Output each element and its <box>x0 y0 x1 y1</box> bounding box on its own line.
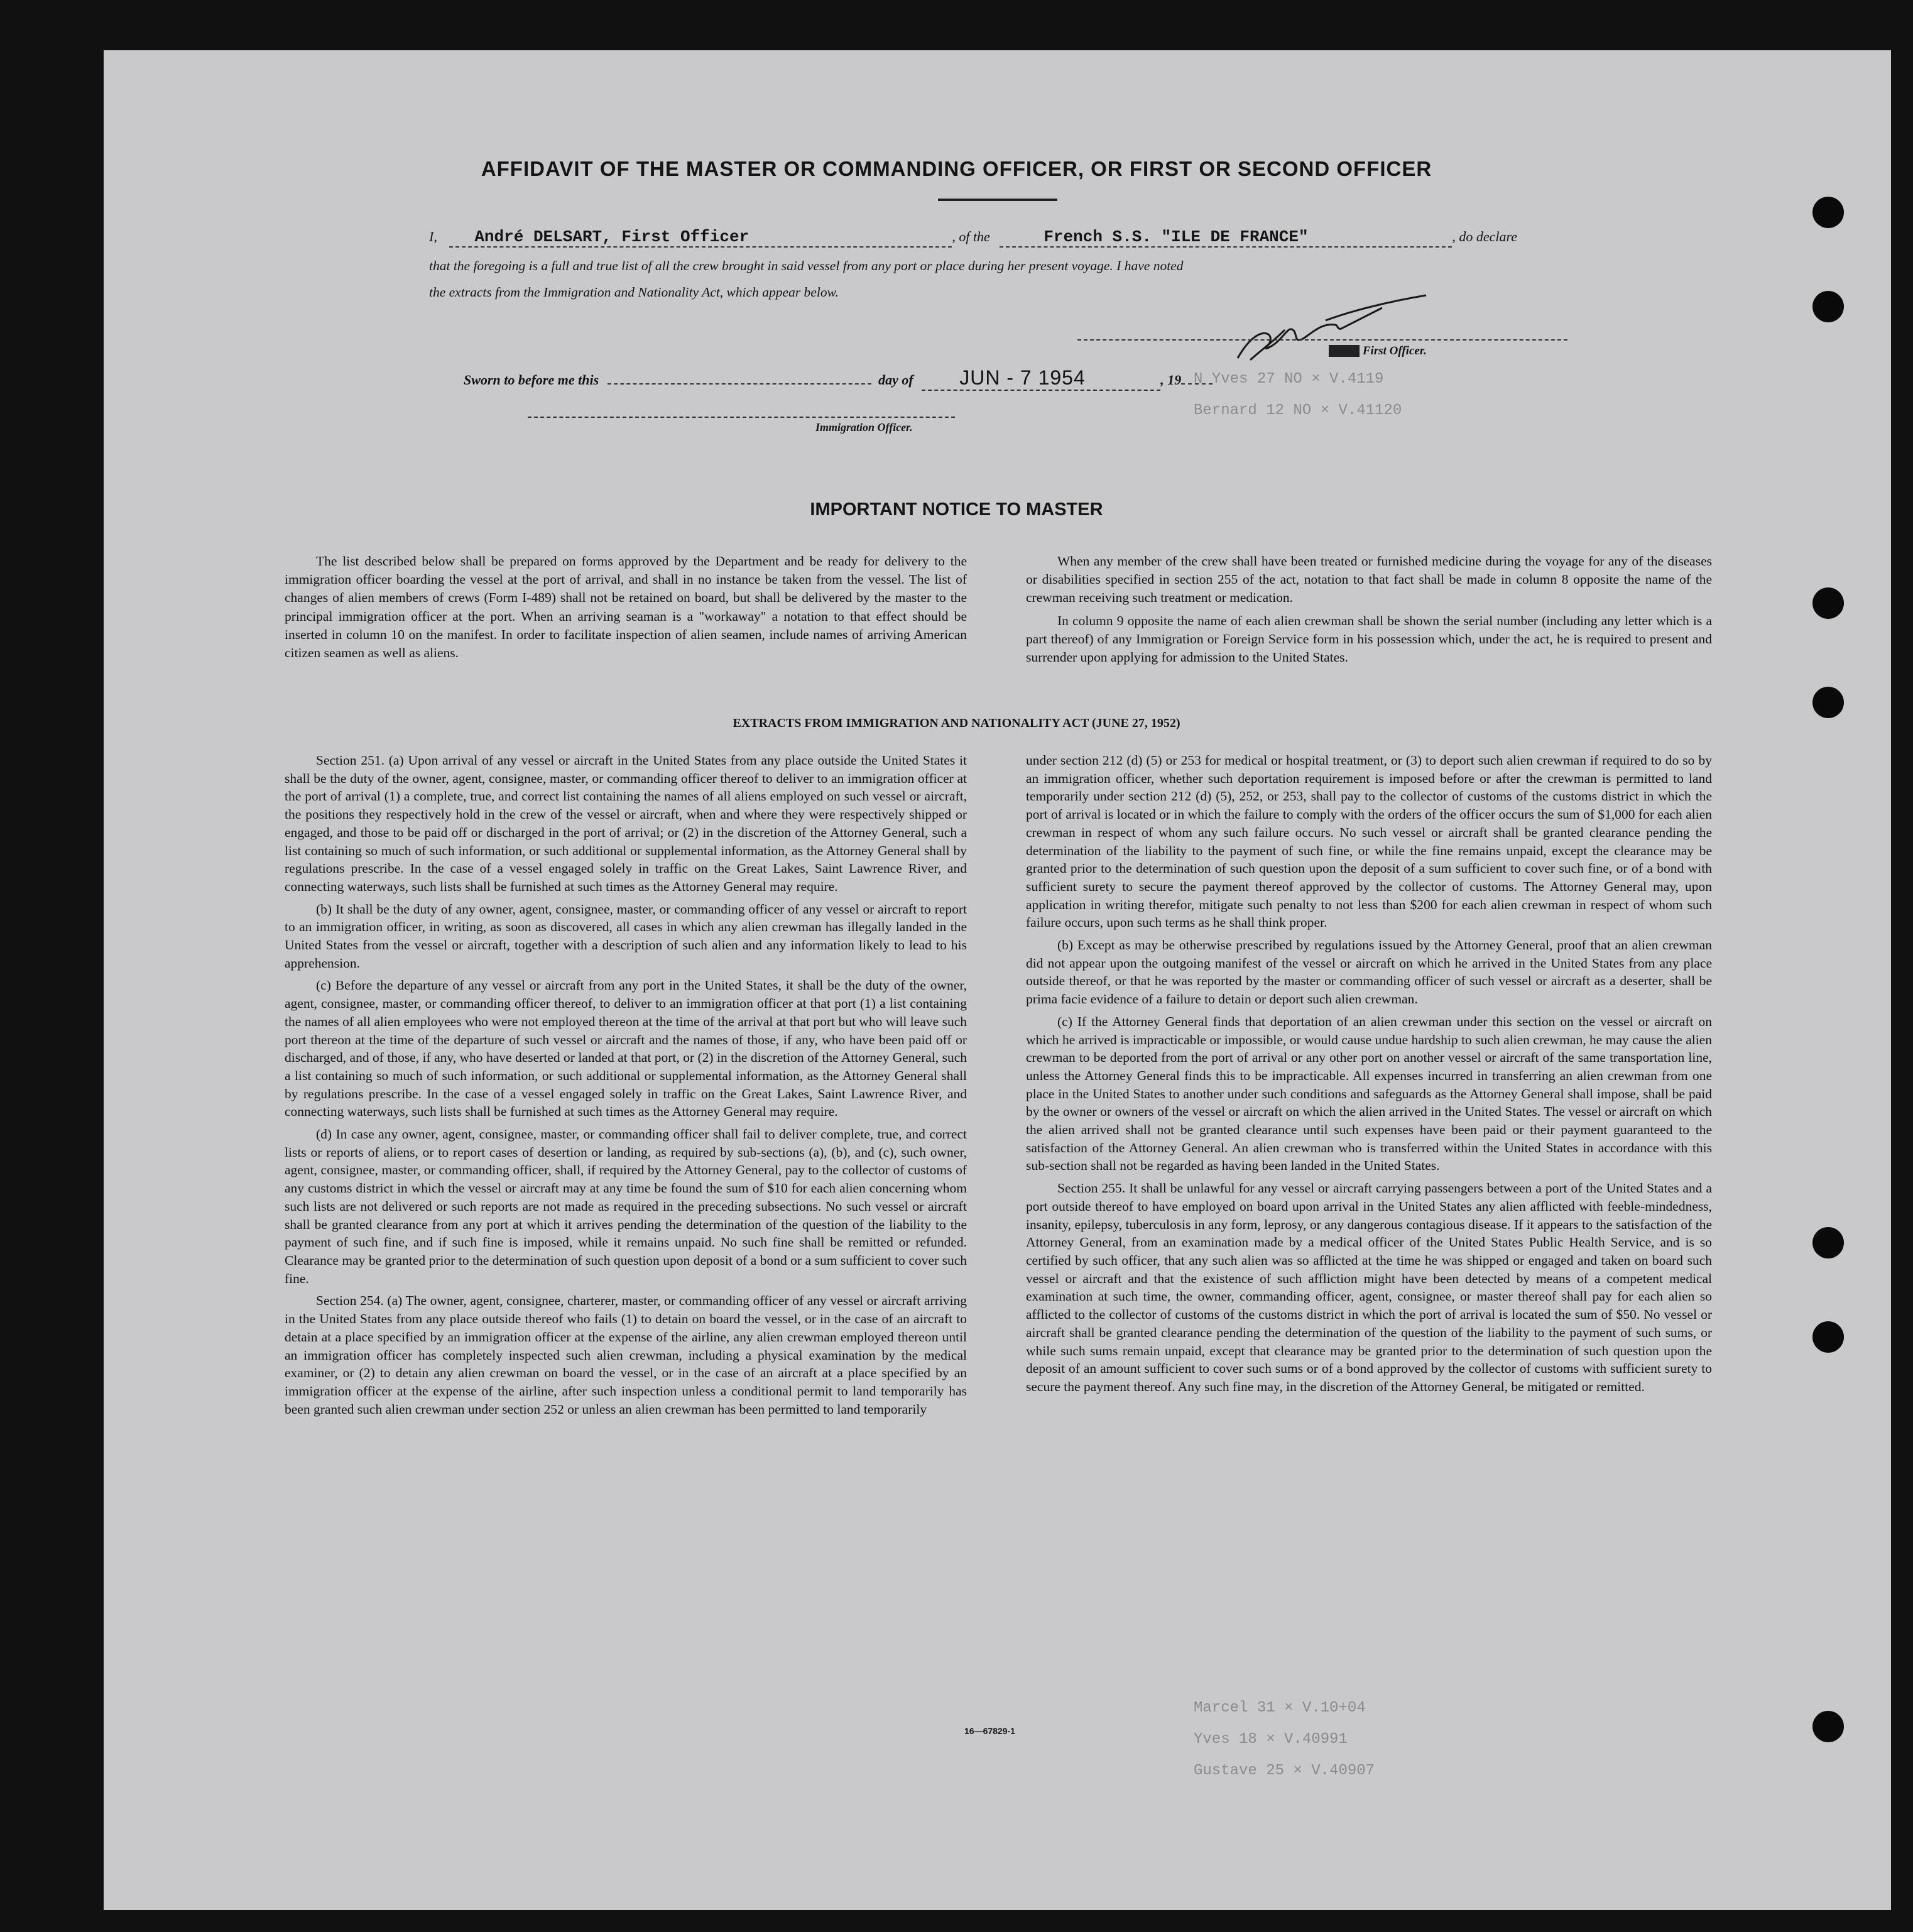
signature-caption-text: First Officer. <box>1362 344 1427 357</box>
sworn-line <box>464 366 1213 391</box>
section-251c: (c) Before the departure of any vessel or aircraft from any port in the United States, it shall be the duty of the owner, agent, consignee, master, or commanding officer thereof, to deliver to an immigration officer at that port (1) a list containing the names of all alien employees who were not employed thereon at the time of the arrival at that port but who will leave such port thereon at the time of the departure of such vessel or aircraft and the names of those, if any, who have been paid off or discharged, and of those, if any, who have deserted or landed at that port, or (2) in the discretion of the Attorney General, such a list containing so much of such information, or such additional or supplemental information, as the Attorney General shall by regulations prescribe. In the case of a vessel engaged solely in traffic on the Great Lakes, Saint Lawrence River, and connecting waterways, such lists shall be furnished at such times as the Attorney General may require. <box>285 978 967 1120</box>
of-the-label: , of the <box>952 229 990 244</box>
title-rule <box>938 199 1057 201</box>
section-251d: (d) In case any owner, agent, consignee, master, or commanding officer shall fail to deliver complete, true, and correct lists or reports of aliens, or to report cases of desertion or landing, as required by sub-sections (a), (b), and (c), such owner, agent, consignee, master, or commanding officer, shall, if required by the Attorney General, pay to the collector of customs of any customs district in which the vessel or aircraft may at any time be found the sum of $10 for each alien concerning whom such lists are not delivered or such reports are not made as required in the preceding subsections. No such vessel or aircraft shall be granted clearance from any port at which it arrives pending the determination of the question of the liability to the payment of such fine, and if such fine is imposed, while it remains unpaid. No such fine shall be remitted or refunded. Clearance may be granted prior to the determination of such question upon deposit of a bond or a sum sufficient to cover such fine. <box>285 1127 967 1286</box>
form-number: 16—67829-1 <box>964 1726 1015 1736</box>
punch-hole <box>1812 291 1844 322</box>
declaration-prefix: I, <box>429 229 437 244</box>
signature-caption: Master First Officer. <box>1329 344 1427 357</box>
punch-hole <box>1812 1711 1844 1742</box>
notice-left-column <box>285 552 967 667</box>
extracts-right-column <box>1026 751 1712 1400</box>
punch-hole <box>1812 197 1844 228</box>
section-254c: (c) If the Attorney General finds that deportation of an alien crewman under this section on the vessel or aircraft on which he arrived is impracticable or impossible, or would cause undue hardship to such alien crewman, he may cause the alien crewman to be deported from the port of arrival or any other port on another vessel or aircraft of the same transportation line, unless the Attorney General finds this to be impracticable. All expenses incurred in transferring an alien crewman from one place in the United States to another under such conditions and safeguards as the Attorney General shall impose, shall be paid by the owner or owners of the vessel or aircraft on which the alien arrived in the United States. The vessel or aircraft on which the alien arrived shall not be granted clearance until such expenses have been paid or their payment guaranteed to the satisfaction of the Attorney General. An alien crewman who is transferred within the United States in accordance with this sub-section shall not be regarded as having been landed in the United States. <box>1026 1013 1712 1174</box>
bleed-through-marks-2: Bernard 12 NO × V.41120 <box>1194 402 1402 419</box>
punch-hole <box>1812 687 1844 718</box>
section-254a-continued: under section 212 (d) (5) or 253 for medical or hospital treatment, or (3) to deport such alien crewman if required to do so by an immigration officer, whether such deportation requirement is imposed before or after the crewman is permitted to land temporarily under section 212 (d) (5), 252, or 253, shall pay to the collector of customs of the customs district in which the port of arrival is located or in which the failure to comply with the orders of the officer occurs the sum of $1,000 for each alien crewman in respect of whom any such failure occurs. No such vessel or aircraft shall be granted clearance pending the determination of the liability to the payment of such fine, or while the fine remains unpaid, except the clearance may be granted prior to the determination of such question upon the deposit of a sum sufficient to cover such fine, or of a bond with sufficient surety to secure the payment thereof approved by the collector of customs. The Attorney General may, upon application in writing therefor, mitigate such penalty to not less than $200 for each alien crewman in respect of whom such failure occurs, upon such terms as he shall think proper. <box>1026 753 1712 931</box>
notice-right-paragraph-2: In column 9 opposite the name of each alien crewman shall be shown the serial number (including any letter which is a part thereof) of any Immigration or Foreign Service form in his possession which, under the act, he is required to present and surrender upon applying for admission to the United States. <box>1026 613 1712 665</box>
bleed-through-marks-5: Gustave 25 × V.40907 <box>1194 1762 1375 1779</box>
vessel-name: French S.S. "ILE DE FRANCE" <box>1044 227 1309 246</box>
section-251b: (b) It shall be the duty of any owner, agent, consignee, master, or commanding officer of any vessel or aircraft to report to an immigration officer, in writing, as soon as discovered, all cases in which any alien crewman has illegally landed in the United States from the vessel or aircraft, together with a description of such alien and any information likely to lead to his apprehension. <box>285 901 967 971</box>
punch-hole <box>1812 1321 1844 1353</box>
sworn-label: Sworn to before me this <box>464 372 599 388</box>
day-of-label: day of <box>878 372 913 388</box>
section-254a: Section 254. (a) The owner, agent, consignee, charterer, master, or commanding officer of any vessel or aircraft arriving in the United States from any place outside thereof who fails (1) to detain on board the vessel, or in the case of an aircraft to detain at a place specified by an immigration officer at the expense of the airline, any alien crewman employed thereon until an immigration officer has completely inspected such alien crewman, including a physical examination by the medical examiner, or (2) to detain any alien crewman on board the vessel, or in the case of an aircraft at a place specified by an immigration officer at the expense of the airline, after such inspection unless a conditional permit to land temporarily has been granted such alien crewman under section 252 or unless an alien crewman has been permitted to land temporarily <box>285 1293 967 1417</box>
section-255: Section 255. It shall be unlawful for any vessel or aircraft carrying passengers between a port of the United States and a port outside thereof to have employed on board upon arrival in the United States any alien afflicted with feeble-mindedness, insanity, epilepsy, tuberculosis in any form, leprosy, or any dangerous contagious disease. If it appears to the satisfaction of the Attorney General, from an examination made by a medical officer of the United States Public Health Service, and is so certified by such officer, that any such alien was so afflicted at the time he was shipped or engaged and taken on board such vessel or aircraft and that the existence of such affliction might have been detected by means of a competent medical examination at such time, the owner, commanding officer, agent, consignee, or master thereof shall pay for each alien so afflicted to the collector of customs of the customs district in which the port of arrival is located the sum of $50. No vessel or aircraft shall be granted clearance pending the determination of the question of the liability to the payment of such sums, or while such sums remain unpaid, except that clearance may be granted prior to the determination of such question upon the deposit of an amount sufficient to cover such sums or of a bond approved by the collector of customs with sufficient surety to secure the payment thereof. Any such fine may, in the discretion of the Attorney General, be mitigated or remitted. <box>1026 1181 1712 1394</box>
punch-hole <box>1812 1227 1844 1258</box>
declaration-line-3: the extracts from the Immigration and Nationality Act, which appear below. <box>429 285 839 300</box>
section-251a: Section 251. (a) Upon arrival of any vessel or aircraft in the United States from any place outside the United States it shall be the duty of the owner, agent, consignee, master, or commanding officer thereof to deliver to an immigration officer at the port of arrival (1) a complete, true, and correct list containing the names of all aliens employed on such vessel or aircraft, the positions they respectively hold in the crew of the vessel or aircraft, when and where they were respectively shipped or engaged, and those to be paid off or discharged in the port of arrival; or (2) in the discretion of the Attorney General, such a list containing so much of such information, or such additional or supplemental information, as the Attorney General shall by regulations prescribe. In the case of a vessel engaged solely in traffic on the Great Lakes, Saint Lawrence River, and connecting waterways, such lists shall be furnished at such times as the Attorney General may require. <box>285 753 967 894</box>
immigration-officer-label: Immigration Officer. <box>815 421 913 434</box>
date-stamp: JUN - 7 1954 <box>959 366 1086 389</box>
do-declare-label: , do declare <box>1452 229 1517 244</box>
declaration-line <box>429 227 1517 248</box>
officer-name: André DELSART, First Officer <box>474 227 749 246</box>
affidavit-title: AFFIDAVIT OF THE MASTER OR COMMANDING OFFICER, OR FIRST OR SECOND OFFICER <box>481 157 1432 180</box>
bleed-through-marks-3: Marcel 31 × V.10+04 <box>1194 1700 1366 1716</box>
year-prefix: , 19 <box>1160 372 1182 388</box>
bleed-through-marks-4: Yves 18 × V.40991 <box>1194 1731 1348 1748</box>
section-254b: (b) Except as may be otherwise prescribed by regulations issued by the Attorney General, proof that an alien crewman did not appear upon the outgoing manifest of the vessel or aircraft on which he arrived in the United States from any place outside thereof, or that he was reported by the master or commanding officer of such vessel or aircraft as a deserter, shall be prima facie evidence of a failure to detain or deport such alien crewman. <box>1026 937 1712 1007</box>
declaration-line-2: that the foregoing is a full and true list of all the crew brought in said vessel from any port or place during her present voyage. I have noted <box>429 258 1184 273</box>
notice-title: IMPORTANT NOTICE TO MASTER <box>810 499 1103 520</box>
extracts-title: EXTRACTS FROM IMMIGRATION AND NATIONALITY ACT (JUNE 27, 1952) <box>733 716 1180 730</box>
extracts-left-column <box>285 751 967 1422</box>
notice-right-paragraph-1: When any member of the crew shall have been treated or furnished medicine during the voyage for any of the diseases or disabilities specified in section 255 of the act, notation to that fact shall be made in column 8 opposite the name of the crewman receiving such treatment or medication. <box>1026 554 1712 606</box>
signature-line <box>1077 339 1567 341</box>
immigration-officer-line <box>528 417 955 418</box>
punch-hole <box>1812 587 1844 619</box>
notice-right-column <box>1026 552 1712 671</box>
bleed-through-marks: N Yves 27 NO × V.4119 <box>1194 371 1384 388</box>
notice-left-paragraph: The list described below shall be prepared on forms approved by the Department and be ready for delivery to the immigration officer boarding the vessel at the port of arrival, and shall in no instance be taken from the vessel. The list of changes of alien members of crews (Form I-489) shall not be retained on board, but shall be delivered by the master to the principal immigration officer at the port. When an arriving seaman is a "workaway" a notation to that effect should be inserted in column 10 on the manifest. In order to facilitate inspection of alien seamen, include names of arriving American citizen seamen as well as aliens. <box>285 554 967 661</box>
